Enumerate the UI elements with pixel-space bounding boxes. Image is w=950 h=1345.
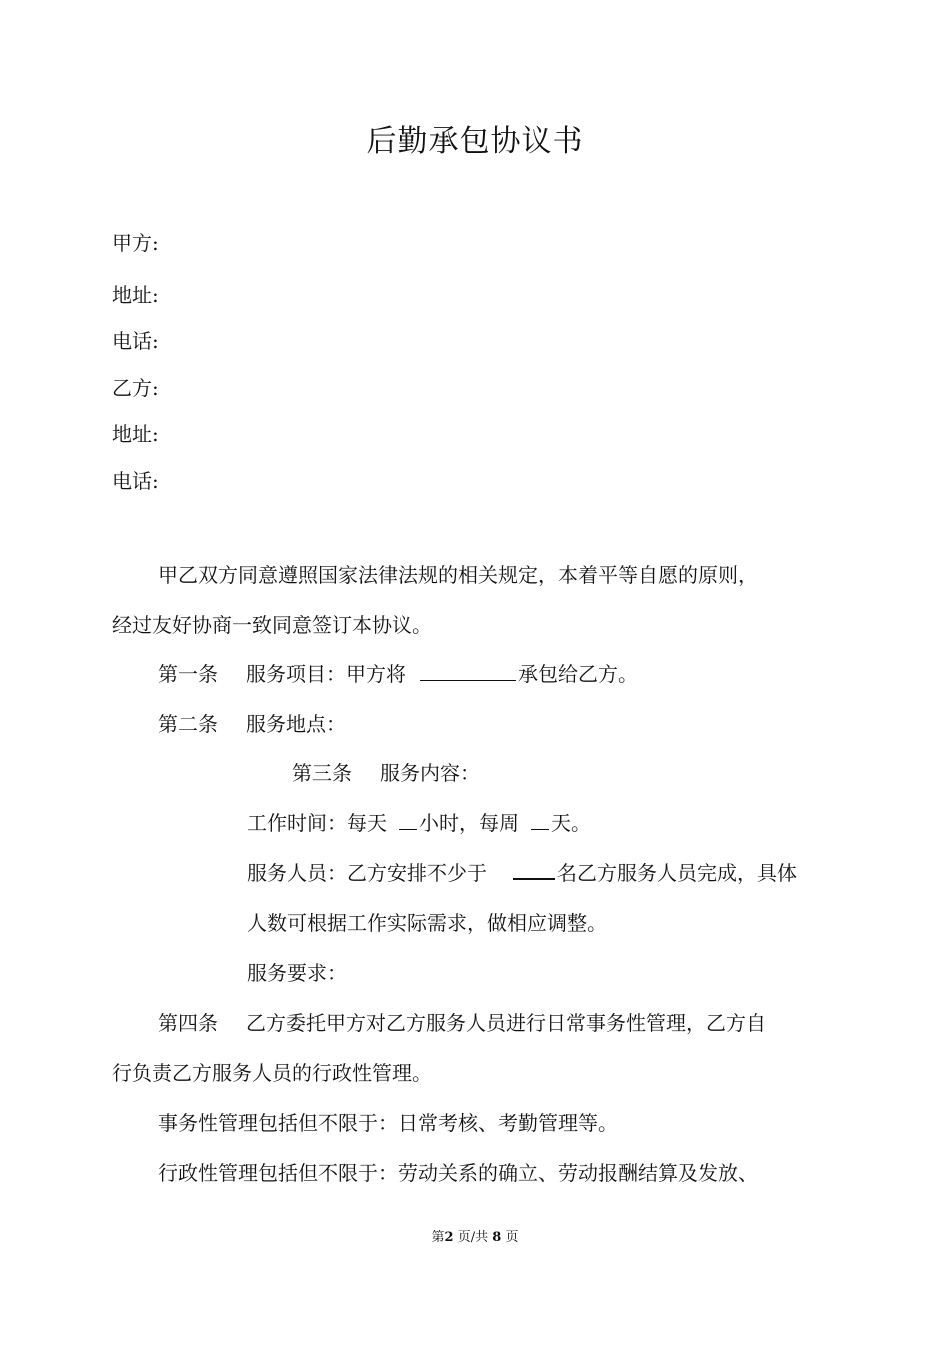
service-item-blank	[420, 679, 516, 681]
article-1	[158, 659, 638, 689]
article-4-line-1	[158, 1008, 766, 1038]
article-1-number: 第一条	[158, 662, 218, 686]
article-4-number: 第四条	[158, 1011, 218, 1035]
work-time-part-1: 工作时间：每天	[247, 811, 387, 835]
document-title: 后勤承包协议书	[366, 124, 584, 159]
service-requirements: 服务要求：	[247, 961, 347, 985]
party-a-address-label: 地址:	[112, 283, 159, 307]
intro-line-2: 经过友好协商一致同意签订本协议。	[112, 613, 432, 637]
article-1-text-after: 承包给乙方。	[518, 662, 638, 686]
article-1-text-before: 服务项目：甲方将	[246, 662, 406, 686]
staff-part-2: 名乙方服务人员完成，具体	[557, 861, 797, 885]
article-2-number: 第二条	[158, 712, 218, 736]
article-2	[158, 709, 346, 739]
article-3-text: 服务内容：	[380, 761, 480, 785]
footer-total-pages: 8	[492, 1230, 502, 1245]
article-3-number: 第三条	[292, 761, 352, 785]
party-b-label: 乙方:	[112, 376, 159, 400]
party-a-label: 甲方:	[112, 231, 159, 255]
days-per-week-blank	[531, 828, 549, 830]
footer-prefix: 第	[431, 1230, 445, 1245]
admin-management: 行政性管理包括但不限于：劳动关系的确立、劳动报酬结算及发放、	[158, 1161, 758, 1185]
page-footer	[0, 1228, 950, 1248]
hours-per-day-blank	[399, 828, 417, 830]
article-4-text-1: 乙方委托甲方对乙方服务人员进行日常事务性管理，乙方自	[246, 1011, 766, 1035]
party-b-phone-label: 电话:	[112, 469, 159, 493]
staff-count-blank	[513, 877, 555, 880]
article-3	[292, 758, 480, 788]
work-time-part-2: 小时，每周	[419, 811, 519, 835]
intro-line-1: 甲乙双方同意遵照国家法律法规的相关规定，本着平等自愿的原则，	[158, 563, 758, 587]
footer-mid: 页/共	[457, 1230, 489, 1245]
staff-line-1	[247, 858, 797, 888]
article-2-text: 服务地点：	[246, 712, 346, 736]
staff-line-2: 人数可根据工作实际需求，做相应调整。	[247, 911, 607, 935]
work-time-part-3: 天。	[551, 811, 591, 835]
article-4-line-2: 行负责乙方服务人员的行政性管理。	[112, 1061, 432, 1085]
party-b-address-label: 地址:	[112, 422, 159, 446]
footer-current-page: 2	[444, 1230, 454, 1245]
staff-part-1: 服务人员：乙方安排不少于	[247, 861, 487, 885]
work-time-line	[247, 808, 591, 838]
footer-suffix: 页	[505, 1230, 519, 1245]
affairs-management: 事务性管理包括但不限于：日常考核、考勤管理等。	[158, 1111, 618, 1135]
party-a-phone-label: 电话:	[112, 329, 159, 353]
